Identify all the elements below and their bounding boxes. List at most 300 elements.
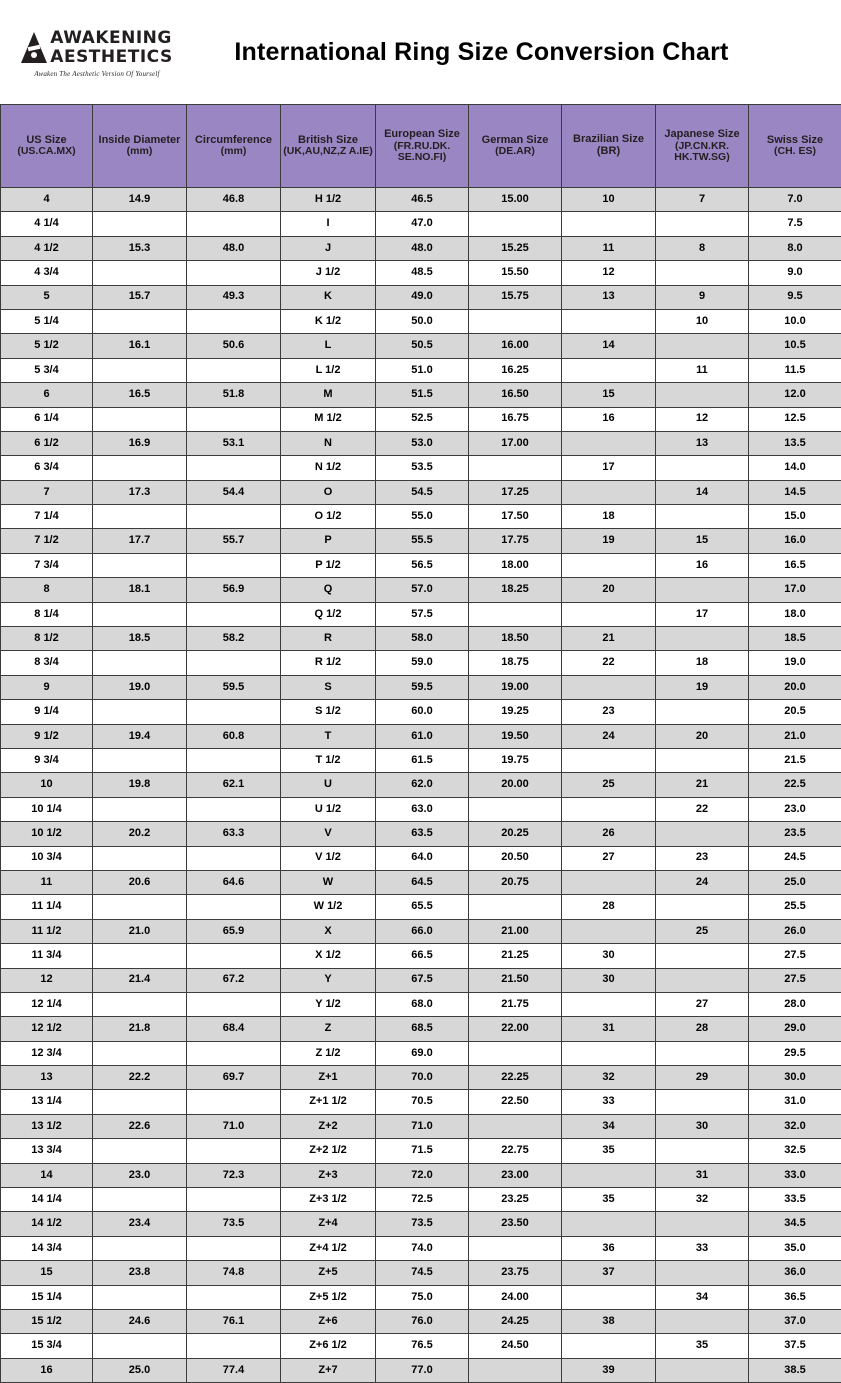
cell-european-size: 64.5 [376, 870, 469, 894]
column-header-circumference-main: Circumference [195, 134, 272, 146]
page-title: International Ring Size Conversion Chart [176, 38, 827, 67]
column-header-brazilian-main: Brazilian Size (BR) [573, 133, 644, 157]
cell-japanese-size [656, 334, 749, 358]
cell-british-size: Z+3 1/2 [281, 1188, 376, 1212]
cell-swiss-size: 8.0 [749, 236, 841, 260]
cell-german-size [469, 212, 562, 236]
cell-swiss-size: 27.5 [749, 944, 841, 968]
cell-us-size: 4 [1, 188, 93, 212]
cell-japanese-size [656, 505, 749, 529]
cell-european-size: 66.5 [376, 944, 469, 968]
cell-circumference: 74.8 [187, 1261, 281, 1285]
cell-european-size: 72.5 [376, 1188, 469, 1212]
cell-european-size: 63.5 [376, 822, 469, 846]
cell-british-size: Z+5 1/2 [281, 1285, 376, 1309]
cell-swiss-size: 37.5 [749, 1334, 841, 1358]
table-row [1, 1309, 841, 1333]
cell-british-size: Z+6 [281, 1309, 376, 1333]
logo-tagline: Awaken The Aesthetic Version Of Yourself [34, 70, 159, 78]
cell-circumference: 67.2 [187, 968, 281, 992]
cell-circumference [187, 358, 281, 382]
cell-circumference: 65.9 [187, 919, 281, 943]
cell-european-size: 76.0 [376, 1309, 469, 1333]
cell-brazilian-size: 24 [562, 724, 656, 748]
cell-circumference [187, 651, 281, 675]
cell-japanese-size [656, 1041, 749, 1065]
column-header-european [376, 105, 469, 188]
table-row [1, 627, 841, 651]
cell-british-size: Y 1/2 [281, 992, 376, 1016]
cell-circumference [187, 407, 281, 431]
cell-british-size: Z+1 1/2 [281, 1090, 376, 1114]
cell-japanese-size: 10 [656, 309, 749, 333]
cell-european-size: 70.0 [376, 1066, 469, 1090]
cell-swiss-size: 31.0 [749, 1090, 841, 1114]
cell-german-size: 15.75 [469, 285, 562, 309]
cell-european-size: 47.0 [376, 212, 469, 236]
cell-inside-diameter [93, 944, 187, 968]
cell-german-size: 19.25 [469, 700, 562, 724]
cell-us-size: 9 1/2 [1, 724, 93, 748]
cell-japanese-size: 30 [656, 1114, 749, 1138]
table-row [1, 456, 841, 480]
cell-german-size: 16.00 [469, 334, 562, 358]
cell-european-size: 56.5 [376, 553, 469, 577]
cell-british-size: P 1/2 [281, 553, 376, 577]
cell-circumference: 59.5 [187, 675, 281, 699]
cell-us-size: 14 [1, 1163, 93, 1187]
cell-japanese-size [656, 700, 749, 724]
cell-german-size: 18.75 [469, 651, 562, 675]
cell-swiss-size: 23.5 [749, 822, 841, 846]
cell-british-size: L [281, 334, 376, 358]
cell-british-size: J 1/2 [281, 261, 376, 285]
cell-inside-diameter [93, 456, 187, 480]
cell-german-size: 23.50 [469, 1212, 562, 1236]
triangle-a-logo-icon [21, 32, 47, 64]
cell-european-size: 63.0 [376, 797, 469, 821]
cell-japanese-size: 14 [656, 480, 749, 504]
cell-circumference [187, 456, 281, 480]
cell-japanese-size: 23 [656, 846, 749, 870]
cell-us-size: 6 1/4 [1, 407, 93, 431]
cell-british-size: P [281, 529, 376, 553]
table-row [1, 334, 841, 358]
cell-inside-diameter: 16.9 [93, 431, 187, 455]
cell-inside-diameter: 19.8 [93, 773, 187, 797]
cell-inside-diameter [93, 1188, 187, 1212]
column-header-british-main: British Size [298, 134, 358, 146]
cell-brazilian-size [562, 675, 656, 699]
cell-japanese-size [656, 1309, 749, 1333]
cell-inside-diameter [93, 407, 187, 431]
cell-japanese-size: 18 [656, 651, 749, 675]
table-row [1, 944, 841, 968]
cell-japanese-size [656, 944, 749, 968]
cell-british-size: W [281, 870, 376, 894]
cell-swiss-size: 15.0 [749, 505, 841, 529]
cell-brazilian-size: 31 [562, 1017, 656, 1041]
cell-brazilian-size [562, 480, 656, 504]
cell-german-size [469, 1236, 562, 1260]
table-row [1, 407, 841, 431]
cell-brazilian-size: 30 [562, 944, 656, 968]
cell-brazilian-size: 15 [562, 383, 656, 407]
cell-inside-diameter: 16.1 [93, 334, 187, 358]
cell-inside-diameter: 24.6 [93, 1309, 187, 1333]
column-header-brazilian [562, 105, 656, 188]
cell-german-size: 23.75 [469, 1261, 562, 1285]
cell-brazilian-size: 20 [562, 578, 656, 602]
cell-brazilian-size: 36 [562, 1236, 656, 1260]
cell-german-size: 22.50 [469, 1090, 562, 1114]
cell-british-size: S 1/2 [281, 700, 376, 724]
column-header-european-sub: (FR.RU.DK. SE.NO.FI) [377, 141, 467, 163]
cell-us-size: 10 3/4 [1, 846, 93, 870]
cell-circumference: 72.3 [187, 1163, 281, 1187]
table-row [1, 1066, 841, 1090]
cell-inside-diameter: 19.4 [93, 724, 187, 748]
cell-swiss-size: 16.0 [749, 529, 841, 553]
cell-inside-diameter: 23.8 [93, 1261, 187, 1285]
cell-us-size: 6 3/4 [1, 456, 93, 480]
cell-us-size: 10 1/4 [1, 797, 93, 821]
cell-german-size: 15.00 [469, 188, 562, 212]
cell-german-size: 24.25 [469, 1309, 562, 1333]
cell-british-size: N 1/2 [281, 456, 376, 480]
cell-swiss-size: 22.5 [749, 773, 841, 797]
cell-german-size [469, 456, 562, 480]
table-row [1, 309, 841, 333]
cell-circumference [187, 309, 281, 333]
cell-inside-diameter: 14.9 [93, 188, 187, 212]
cell-japanese-size: 28 [656, 1017, 749, 1041]
cell-brazilian-size: 25 [562, 773, 656, 797]
cell-brazilian-size [562, 309, 656, 333]
cell-european-size: 62.0 [376, 773, 469, 797]
cell-inside-diameter [93, 358, 187, 382]
table-header-row [1, 105, 841, 188]
cell-circumference: 50.6 [187, 334, 281, 358]
cell-inside-diameter [93, 1041, 187, 1065]
cell-swiss-size: 27.5 [749, 968, 841, 992]
cell-european-size: 54.5 [376, 480, 469, 504]
table-row [1, 480, 841, 504]
cell-brazilian-size: 23 [562, 700, 656, 724]
cell-japanese-size: 25 [656, 919, 749, 943]
table-row [1, 1236, 841, 1260]
cell-circumference: 60.8 [187, 724, 281, 748]
cell-us-size: 9 1/4 [1, 700, 93, 724]
cell-swiss-size: 29.0 [749, 1017, 841, 1041]
cell-us-size: 10 [1, 773, 93, 797]
cell-us-size: 6 [1, 383, 93, 407]
cell-german-size: 20.25 [469, 822, 562, 846]
table-row [1, 383, 841, 407]
cell-inside-diameter: 17.7 [93, 529, 187, 553]
cell-us-size: 13 3/4 [1, 1139, 93, 1163]
cell-japanese-size: 15 [656, 529, 749, 553]
cell-japanese-size: 7 [656, 188, 749, 212]
table-row [1, 724, 841, 748]
cell-brazilian-size: 12 [562, 261, 656, 285]
column-header-inside-diameter-sub: (mm) [94, 146, 185, 157]
cell-us-size: 10 1/2 [1, 822, 93, 846]
cell-us-size: 12 1/4 [1, 992, 93, 1016]
cell-inside-diameter: 20.2 [93, 822, 187, 846]
cell-german-size: 15.50 [469, 261, 562, 285]
cell-british-size: O 1/2 [281, 505, 376, 529]
cell-japanese-size: 9 [656, 285, 749, 309]
cell-us-size: 11 1/4 [1, 895, 93, 919]
column-header-circumference-sub: (mm) [188, 146, 279, 157]
cell-inside-diameter: 19.0 [93, 675, 187, 699]
cell-brazilian-size [562, 1163, 656, 1187]
cell-inside-diameter: 23.0 [93, 1163, 187, 1187]
cell-brazilian-size: 33 [562, 1090, 656, 1114]
cell-european-size: 68.0 [376, 992, 469, 1016]
brand-logo [18, 26, 176, 78]
cell-brazilian-size: 14 [562, 334, 656, 358]
cell-german-size: 16.50 [469, 383, 562, 407]
cell-japanese-size: 34 [656, 1285, 749, 1309]
column-header-german [469, 105, 562, 188]
cell-us-size: 14 1/4 [1, 1188, 93, 1212]
table-row [1, 1285, 841, 1309]
cell-japanese-size: 16 [656, 553, 749, 577]
cell-japanese-size: 31 [656, 1163, 749, 1187]
table-row [1, 968, 841, 992]
cell-circumference: 76.1 [187, 1309, 281, 1333]
cell-swiss-size: 35.0 [749, 1236, 841, 1260]
cell-us-size: 8 1/2 [1, 627, 93, 651]
cell-swiss-size: 34.5 [749, 1212, 841, 1236]
cell-swiss-size: 9.5 [749, 285, 841, 309]
cell-european-size: 67.5 [376, 968, 469, 992]
cell-japanese-size [656, 627, 749, 651]
cell-japanese-size: 22 [656, 797, 749, 821]
cell-brazilian-size [562, 992, 656, 1016]
cell-swiss-size: 17.0 [749, 578, 841, 602]
cell-inside-diameter [93, 992, 187, 1016]
cell-us-size: 6 1/2 [1, 431, 93, 455]
cell-european-size: 75.0 [376, 1285, 469, 1309]
cell-european-size: 52.5 [376, 407, 469, 431]
cell-british-size: Z 1/2 [281, 1041, 376, 1065]
cell-inside-diameter: 15.3 [93, 236, 187, 260]
cell-british-size: S [281, 675, 376, 699]
cell-inside-diameter: 25.0 [93, 1358, 187, 1382]
column-header-circumference [187, 105, 281, 188]
cell-inside-diameter [93, 1285, 187, 1309]
cell-british-size: M [281, 383, 376, 407]
cell-swiss-size: 29.5 [749, 1041, 841, 1065]
cell-us-size: 13 [1, 1066, 93, 1090]
cell-us-size: 13 1/2 [1, 1114, 93, 1138]
cell-circumference: 71.0 [187, 1114, 281, 1138]
cell-european-size: 65.5 [376, 895, 469, 919]
table-row [1, 773, 841, 797]
table-header [1, 105, 841, 188]
table-row [1, 822, 841, 846]
table-row [1, 992, 841, 1016]
cell-inside-diameter: 23.4 [93, 1212, 187, 1236]
cell-brazilian-size [562, 212, 656, 236]
cell-swiss-size: 12.0 [749, 383, 841, 407]
cell-swiss-size: 24.5 [749, 846, 841, 870]
table-row [1, 358, 841, 382]
cell-european-size: 66.0 [376, 919, 469, 943]
cell-japanese-size: 21 [656, 773, 749, 797]
cell-us-size: 7 1/2 [1, 529, 93, 553]
cell-circumference [187, 797, 281, 821]
cell-european-size: 73.5 [376, 1212, 469, 1236]
cell-circumference [187, 602, 281, 626]
cell-inside-diameter: 22.6 [93, 1114, 187, 1138]
cell-swiss-size: 7.0 [749, 188, 841, 212]
cell-swiss-size: 38.5 [749, 1358, 841, 1382]
cell-german-size [469, 1041, 562, 1065]
cell-british-size: O [281, 480, 376, 504]
cell-brazilian-size [562, 870, 656, 894]
cell-inside-diameter [93, 846, 187, 870]
cell-swiss-size: 18.5 [749, 627, 841, 651]
cell-german-size: 22.25 [469, 1066, 562, 1090]
table-row [1, 578, 841, 602]
table-row [1, 651, 841, 675]
table-row [1, 675, 841, 699]
column-header-british [281, 105, 376, 188]
cell-us-size: 7 1/4 [1, 505, 93, 529]
cell-swiss-size: 11.5 [749, 358, 841, 382]
column-header-japanese-sub: (JP.CN.KR. HK.TW.SG) [657, 141, 747, 163]
cell-swiss-size: 10.5 [749, 334, 841, 358]
cell-british-size: X [281, 919, 376, 943]
cell-european-size: 55.0 [376, 505, 469, 529]
cell-circumference: 56.9 [187, 578, 281, 602]
cell-circumference [187, 846, 281, 870]
cell-european-size: 50.5 [376, 334, 469, 358]
cell-european-size: 59.5 [376, 675, 469, 699]
cell-german-size: 22.75 [469, 1139, 562, 1163]
table-row [1, 261, 841, 285]
cell-circumference [187, 1285, 281, 1309]
cell-european-size: 74.5 [376, 1261, 469, 1285]
cell-british-size: V 1/2 [281, 846, 376, 870]
cell-german-size: 19.50 [469, 724, 562, 748]
cell-inside-diameter [93, 602, 187, 626]
cell-inside-diameter: 20.6 [93, 870, 187, 894]
cell-brazilian-size [562, 1212, 656, 1236]
cell-brazilian-size: 37 [562, 1261, 656, 1285]
cell-inside-diameter: 18.1 [93, 578, 187, 602]
cell-swiss-size: 13.5 [749, 431, 841, 455]
cell-brazilian-size: 18 [562, 505, 656, 529]
table-row [1, 505, 841, 529]
cell-german-size: 21.75 [469, 992, 562, 1016]
cell-british-size: W 1/2 [281, 895, 376, 919]
cell-british-size: R [281, 627, 376, 651]
table-row [1, 1090, 841, 1114]
cell-japanese-size [656, 1358, 749, 1382]
cell-german-size: 21.00 [469, 919, 562, 943]
cell-german-size [469, 602, 562, 626]
cell-japanese-size: 33 [656, 1236, 749, 1260]
cell-circumference: 64.6 [187, 870, 281, 894]
cell-japanese-size [656, 895, 749, 919]
cell-european-size: 77.0 [376, 1358, 469, 1382]
cell-british-size: Z+2 1/2 [281, 1139, 376, 1163]
cell-european-size: 72.0 [376, 1163, 469, 1187]
cell-german-size: 15.25 [469, 236, 562, 260]
cell-circumference: 73.5 [187, 1212, 281, 1236]
cell-brazilian-size [562, 553, 656, 577]
cell-us-size: 14 1/2 [1, 1212, 93, 1236]
cell-british-size: Z+7 [281, 1358, 376, 1382]
cell-circumference [187, 212, 281, 236]
cell-brazilian-size: 11 [562, 236, 656, 260]
cell-inside-diameter: 17.3 [93, 480, 187, 504]
cell-japanese-size: 20 [656, 724, 749, 748]
cell-brazilian-size: 32 [562, 1066, 656, 1090]
cell-japanese-size: 12 [656, 407, 749, 431]
cell-brazilian-size: 16 [562, 407, 656, 431]
cell-circumference: 53.1 [187, 431, 281, 455]
cell-us-size: 5 3/4 [1, 358, 93, 382]
cell-british-size: Z+4 [281, 1212, 376, 1236]
table-row [1, 285, 841, 309]
cell-brazilian-size [562, 748, 656, 772]
cell-us-size: 7 [1, 480, 93, 504]
cell-european-size: 69.0 [376, 1041, 469, 1065]
cell-us-size: 15 1/4 [1, 1285, 93, 1309]
cell-circumference: 49.3 [187, 285, 281, 309]
cell-japanese-size: 32 [656, 1188, 749, 1212]
cell-japanese-size: 24 [656, 870, 749, 894]
cell-inside-diameter [93, 309, 187, 333]
cell-circumference [187, 1090, 281, 1114]
table-row [1, 1139, 841, 1163]
cell-inside-diameter [93, 1236, 187, 1260]
cell-british-size: Q 1/2 [281, 602, 376, 626]
cell-inside-diameter [93, 1334, 187, 1358]
cell-german-size: 17.00 [469, 431, 562, 455]
cell-british-size: U 1/2 [281, 797, 376, 821]
cell-inside-diameter: 21.0 [93, 919, 187, 943]
cell-circumference: 48.0 [187, 236, 281, 260]
cell-swiss-size: 19.0 [749, 651, 841, 675]
cell-swiss-size: 9.0 [749, 261, 841, 285]
cell-inside-diameter [93, 700, 187, 724]
cell-british-size: Z+1 [281, 1066, 376, 1090]
cell-german-size: 17.25 [469, 480, 562, 504]
column-header-japanese-main: Japanese Size [664, 128, 739, 140]
cell-inside-diameter [93, 895, 187, 919]
cell-british-size: H 1/2 [281, 188, 376, 212]
cell-brazilian-size [562, 1041, 656, 1065]
cell-circumference: 54.4 [187, 480, 281, 504]
cell-circumference: 46.8 [187, 188, 281, 212]
cell-us-size: 11 [1, 870, 93, 894]
table-row [1, 529, 841, 553]
table-row [1, 700, 841, 724]
cell-british-size: Q [281, 578, 376, 602]
table-body [1, 188, 841, 1383]
cell-japanese-size: 11 [656, 358, 749, 382]
cell-german-size: 21.50 [469, 968, 562, 992]
cell-japanese-size [656, 1090, 749, 1114]
cell-european-size: 76.5 [376, 1334, 469, 1358]
